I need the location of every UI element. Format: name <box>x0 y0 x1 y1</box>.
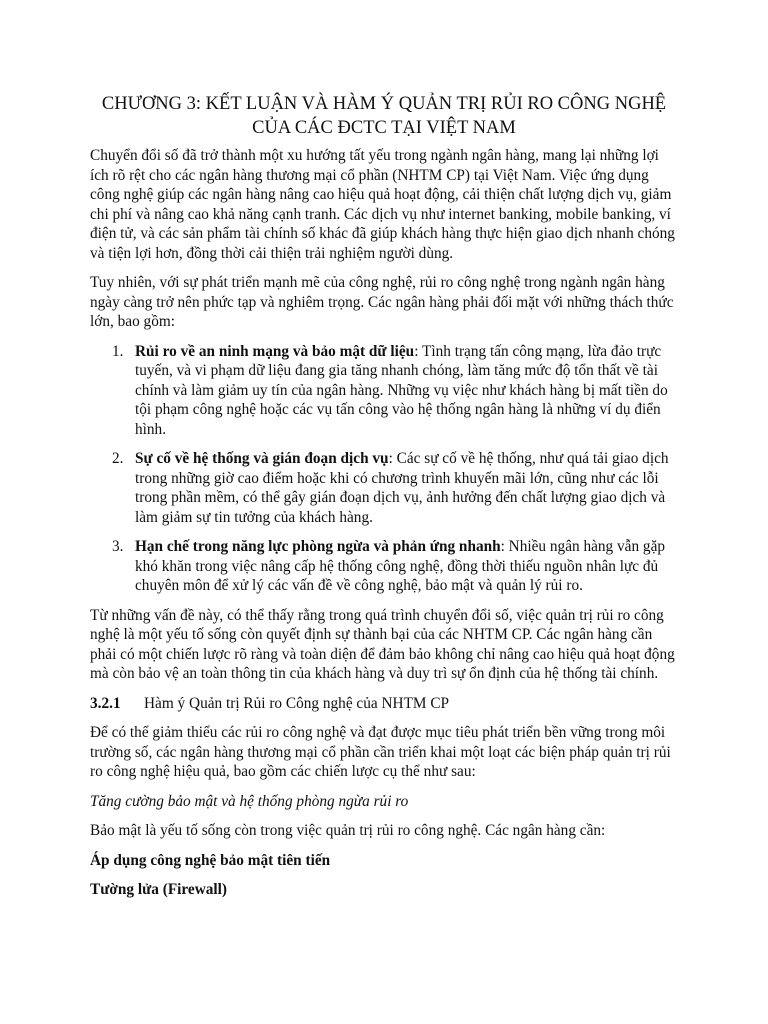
challenges-paragraph: Tuy nhiên, với sự phát triển mạnh mẽ của công nghệ, rủi ro công nghệ trong ngành ngân hàng ngày càng trở nên phức tạp và nghiêm trọng. Các ngân hàng phải đối mặt với những thách thức lớn, bao gồm: <box>90 274 674 330</box>
list-item-text: : Tình trạng tấn công mạng, lừa đảo trực tuyến, và vi phạm dữ liệu đang gia tăng nhanh chóng, làm tăng mức độ tổn thất về tài chính và làm giảm uy tín của ngân hàng. Những vụ việc như khách hàng bị mất tiền do tội phạm công nghệ hoặc các vụ tấn công vào hệ thống ngân hàng là những ví dụ điển hình. <box>135 342 668 438</box>
list-item-number: 1. <box>112 342 124 360</box>
section-title: Hàm ý Quản trị Rủi ro Công nghệ của NHTM CP <box>144 694 450 712</box>
list-item <box>112 537 678 596</box>
section-heading <box>90 694 678 714</box>
section-number: 3.2.1 <box>90 694 121 712</box>
security-paragraph: Bảo mật là yếu tố sống còn trong việc quản trị rủi ro công nghệ. Các ngân hàng cần: <box>90 822 606 839</box>
intro-paragraph: Chuyển đổi số đã trở thành một xu hướng tất yếu trong ngành ngân hàng, mang lại những lợi ích rõ rệt cho các ngân hàng thương mại cổ phần (NHTM CP) tại Việt Nam. Việc ứng dụng công nghệ giúp các ngân hàng nâng cao hiệu quả hoạt động, cải thiện chất lượng dịch vụ, giảm chi phí và nâng cao khả năng cạnh tranh. Các dịch vụ như internet banking, mobile banking, ví điện tử, và các sản phẩm tài chính số khác đã giúp khách hàng thực hiện giao dịch nhanh chóng và tiện lợi hơn, đồng thời cải thiện trải nghiệm người dùng. <box>90 147 675 262</box>
bold-subheading-firewall: Tường lửa (Firewall) <box>90 881 228 898</box>
italic-subheading: Tăng cường bảo mật và hệ thống phòng ngừa rủi ro <box>90 792 409 810</box>
list-item <box>112 342 678 440</box>
list-item-term: Hạn chế trong năng lực phòng ngừa và phản ứng nhanh <box>135 538 501 555</box>
page-title: CHƯƠNG 3: KẾT LUẬN VÀ HÀM Ý QUẢN TRỊ RỦI RO CÔNG NGHỆ CỦA CÁC ĐCTC TẠI VIỆT NAM <box>101 94 667 138</box>
list-item-text: : Các sự cố về hệ thống, như quá tải giao dịch trong những giờ cao điểm hoặc khi có chương trình khuyến mãi lớn, cũng như các lỗi trong phần mềm, có thể gây gián đoạn dịch vụ, ảnh hưởng đến chất lượng giao dịch và làm giảm sự tin tưởng của khách hàng. <box>135 450 669 526</box>
list-item-number: 2. <box>112 450 124 467</box>
conclusion-paragraph: Từ những vấn đề này, có thể thấy rằng trong quá trình chuyển đổi số, việc quản trị rủi ro công nghệ là một yếu tố sống còn quyết định sự thành bại của các NHTM CP. Các ngân hàng cần phải có một chiến lược rõ ràng và toàn diện để đảm bảo không chỉ nâng cao hiệu quả hoạt động mà còn bảo vệ an toàn thông tin của khách hàng và duy trì sự ổn định của hệ thống tài chính. <box>90 606 675 682</box>
list-item-text: : Nhiều ngân hàng vẫn gặp khó khăn trong việc nâng cấp hệ thống công nghệ, đồng thời thiếu nguồn nhân lực đủ chuyên môn để xử lý các vấn đề về công nghệ, bảo mật và quản lý rủi ro. <box>135 538 666 594</box>
challenges-list <box>90 342 678 596</box>
list-item-term: Rủi ro về an ninh mạng và bảo mật dữ liệu <box>135 342 415 360</box>
bold-subheading-technology: Áp dụng công nghệ bảo mật tiên tiến <box>90 851 331 869</box>
list-item-number: 3. <box>112 538 124 555</box>
list-item-term: Sự cố về hệ thống và gián đoạn dịch vụ <box>135 450 389 467</box>
list-item <box>112 449 678 527</box>
strategy-paragraph: Để có thể giảm thiểu các rủi ro công nghệ và đạt được mục tiêu phát triển bền vững trong môi trường số, các ngân hàng thương mại cổ phần cần triển khai một loạt các biện pháp quản trị rủi ro công nghệ hiệu quả, bao gồm các chiến lược cụ thể như sau: <box>90 724 671 780</box>
